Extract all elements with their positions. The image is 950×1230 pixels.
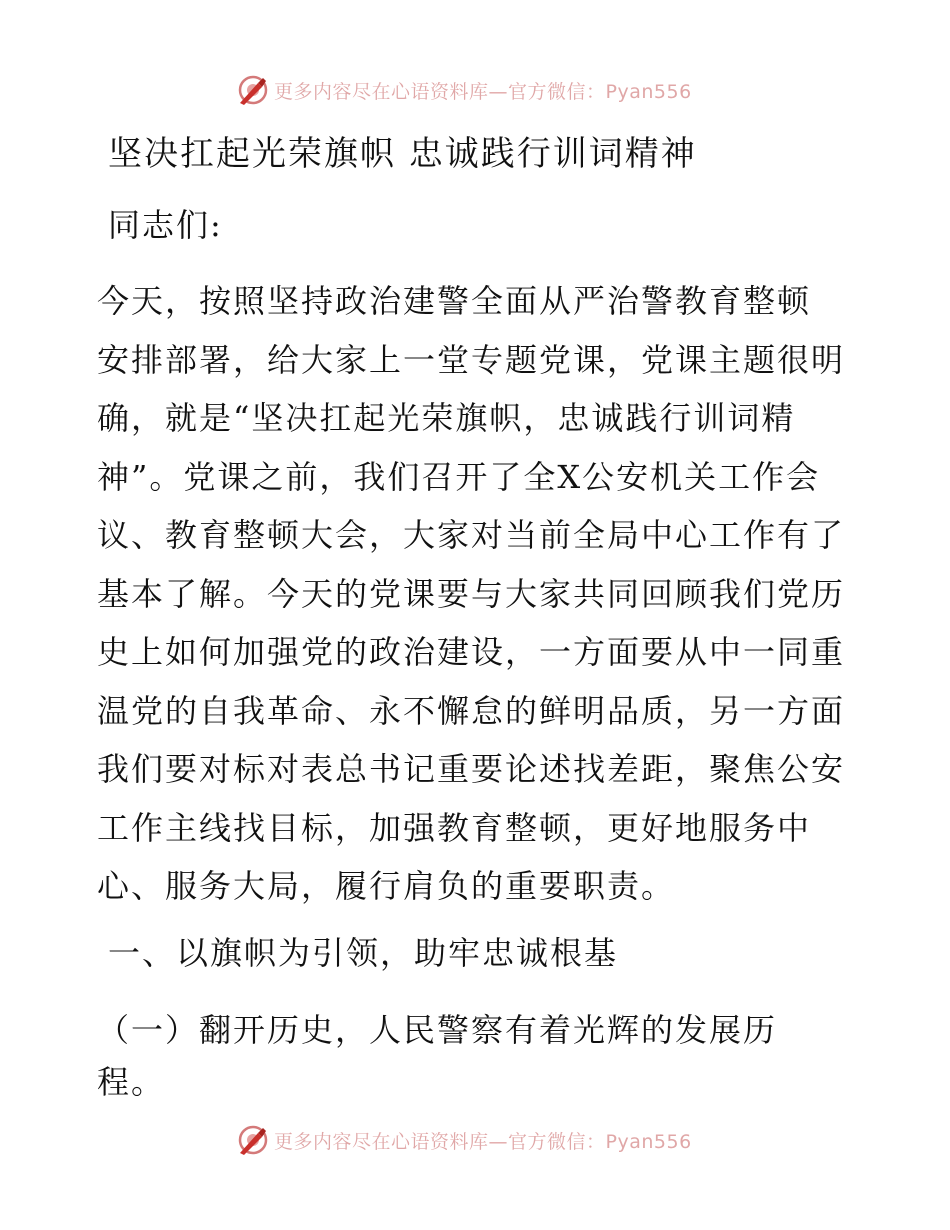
subsection-heading-line: （一）翻开历史，人民警察有着光辉的发展历 [97,1011,778,1049]
paragraph-line: 安排部署，给大家上一堂专题党课，党课主题很明 [97,340,846,379]
watermark-text: 更多内容尽在心语资料库—官方微信：Pyan556 [274,80,692,103]
paragraph-line: 温党的自我革命、永不懈怠的鲜明品质，另一方面 [97,691,846,730]
paragraph-line: 今天，按照坚持政治建警全面从严治警教育整顿 [97,282,812,320]
watermark-text: 更多内容尽在心语资料库—官方微信：Pyan556 [274,1130,692,1153]
body-paragraph [97,272,857,916]
subsection-heading [97,1004,777,1108]
salutation: 同志们: [108,206,223,244]
paragraph-line: 基本了解。今天的党课要与大家共同回顾我们党历 [97,574,846,613]
pen-logo-icon [236,73,270,107]
paragraph-line: 神”。党课之前，我们召开了全X公安机关工作会 [97,457,821,496]
document-title: 坚决扛起光荣旗帜 忠诚践行训词精神 [108,134,697,174]
paragraph-line: 确，就是“坚决扛起光荣旗帜，忠诚践行训词精 [97,399,796,437]
watermark-footer [236,1122,692,1158]
paragraph-line: 史上如何加强党的政治建设，一方面要从中一同重 [97,633,846,671]
paragraph-line: 我们要对标对表总书记重要论述找差距，聚焦公安 [97,750,846,788]
paragraph-line: 议、教育整顿大会，大家对当前全局中心工作有了 [97,516,846,554]
paragraph-line: 心、服务大局，履行肩负的重要职责。 [97,867,676,905]
pen-logo-icon [236,1123,270,1157]
subsection-heading-line: 程。 [97,1063,166,1101]
section-heading: 一、以旗帜为引领，助牢忠诚根基 [108,934,619,972]
paragraph-line: 工作主线找目标，加强教育整顿，更好地服务中 [97,808,812,847]
watermark-header [236,72,692,108]
